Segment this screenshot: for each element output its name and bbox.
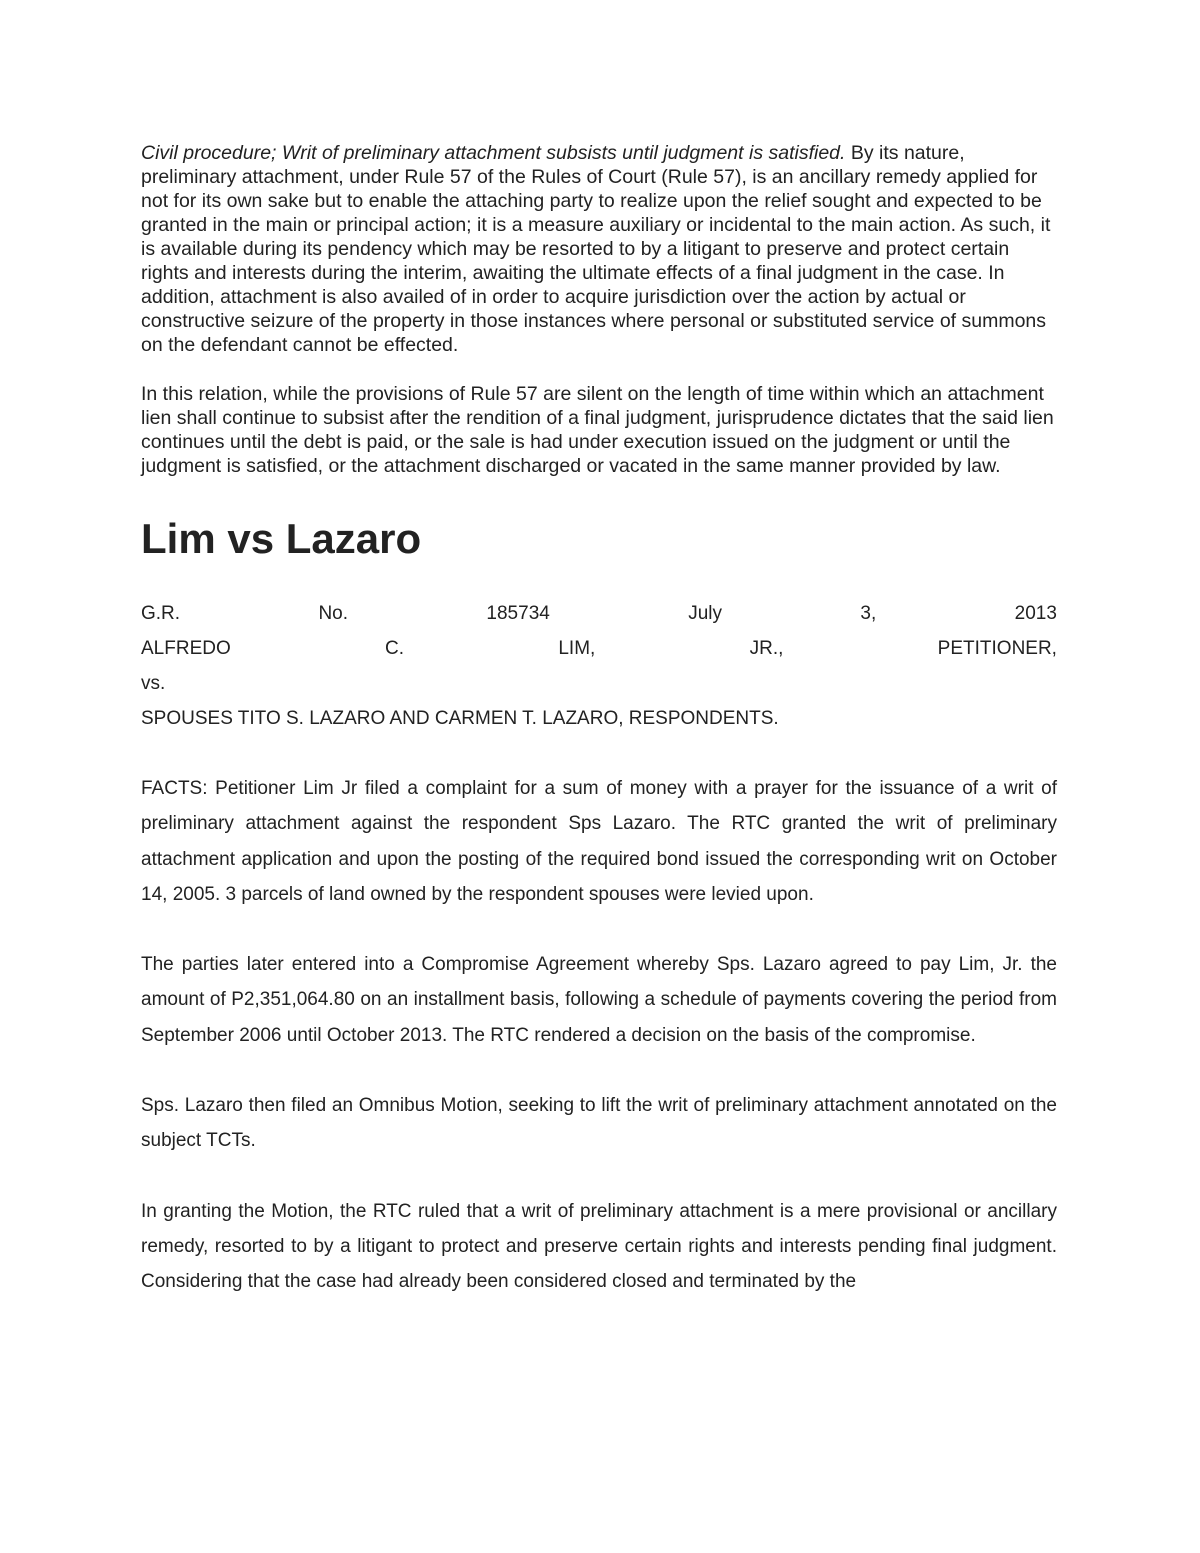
petitioner-word: JR., [749,638,784,659]
gr-word: G.R. [141,603,181,624]
petitioner-word: C. [385,638,405,659]
gr-word: No. [318,603,349,624]
versus-line: vs. [141,673,166,694]
petitioner-line [141,631,1057,666]
petitioner-word: PETITIONER, [937,638,1057,659]
summary-lead-italic: Civil procedure; Writ of preliminary attachment subsists until judgment is satisfied. [141,142,846,164]
case-caption [141,596,1057,736]
petitioner-word: ALFREDO [141,638,231,659]
case-title: Lim vs Lazaro [141,515,422,562]
document-page [141,141,1057,1300]
summary-paragraph-1 [141,141,1057,357]
gr-word: July [688,603,723,624]
petitioner-word: LIM, [558,638,596,659]
summary-paragraph-1-text: By its nature, preliminary attachment, under Rule 57 of the Rules of Court (Rule 57), is an ancillary remedy applied for not for its own sake but to enable the attaching party to realize upon the relief sought and expected to be granted in the main or principal action; it is a measure auxiliary or incidental to the main action. As such, it is available during its pendency which may be resorted to by a litigant to preserve and protect certain rights and interests during the interim, awaiting the ultimate effects of a final judgment in the case. In addition, attachment is also availed of in order to acquire jurisdiction over the action by actual or constructive seizure of the property in those instances where personal or substituted service of summons on the defendant cannot be effected. [141,142,1051,356]
facts-paragraph: FACTS: Petitioner Lim Jr filed a complaint for a sum of money with a prayer for the issuance of a writ of preliminary attachment against the respondent Sps Lazaro. The RTC granted the writ of preliminary attachment application and upon the posting of the required bond issued the corresponding writ on October 14, 2005. 3 parcels of land owned by the respondent spouses were levied upon. [141,778,1057,905]
compromise-paragraph: The parties later entered into a Compromise Agreement whereby Sps. Lazaro agreed to pay Lim, Jr. the amount of P2,351,064.80 on an installment basis, following a schedule of payments covering the period from September 2006 until October 2013. The RTC rendered a decision on the basis of the compromise. [141,954,1057,1046]
omnibus-motion-paragraph: Sps. Lazaro then filed an Omnibus Motion, seeking to lift the writ of preliminary attachment annotated on the subject TCTs. [141,1095,1057,1152]
gr-word: 185734 [486,603,550,624]
gr-number-line [141,596,1057,631]
rtc-ruling-paragraph: In granting the Motion, the RTC ruled that a writ of preliminary attachment is a mere provisional or ancillary remedy, resorted to by a litigant to protect and preserve certain rights and interests pending final judgment. Considering that the case had already been considered closed and terminated by the [141,1200,1057,1293]
respondents-line: SPOUSES TITO S. LAZARO AND CARMEN T. LAZARO, RESPONDENTS. [141,708,779,729]
summary-paragraph-2: In this relation, while the provisions of Rule 57 are silent on the length of time within which an attachment lien shall continue to subsist after the rendition of a final judgment, jurisprudence dictates that the said lien continues until the debt is paid, or the sale is had under execution issued on the judgment or until the judgment is satisfied, or the attachment discharged or vacated in the same manner provided by law. [141,383,1054,477]
gr-word: 3, [860,603,877,624]
gr-word: 2013 [1014,603,1057,624]
